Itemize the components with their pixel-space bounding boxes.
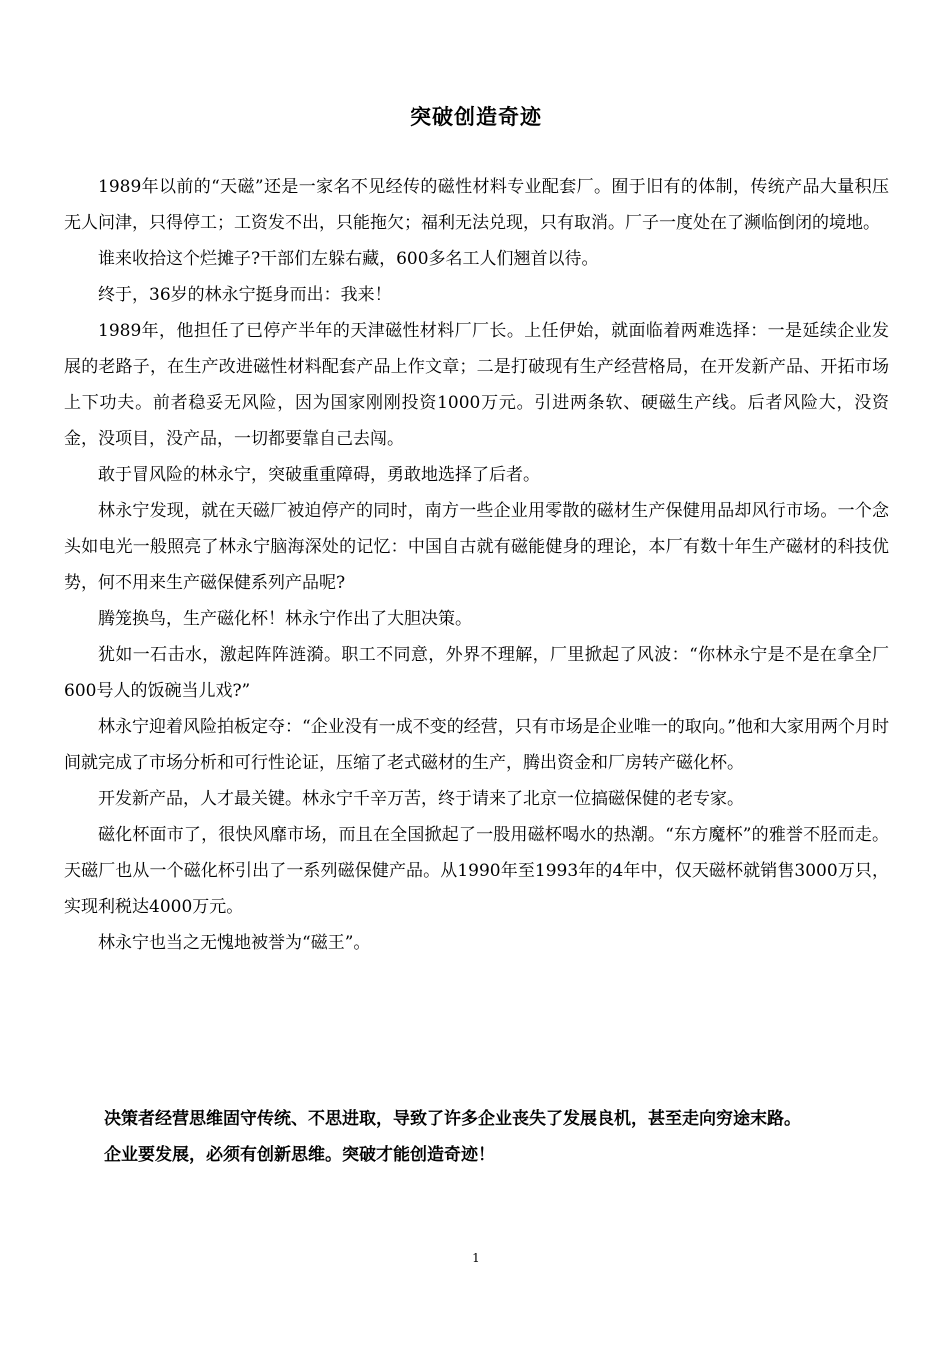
paragraph: 1989年，他担任了已停产半年的天津磁性材料厂厂长。上任伊始，就面临着两难选择：一是延续企业发展的老路子，在生产改进磁性材料配套产品上作文章；二是打破现有生产经营格局，在开发新产品、开拓市场上下功夫。前者稳妥无风险，因为国家刚刚投资1000万元。引进两条软、硬磁生产线。后者风险大，没资金，没项目，没产品，一切都要靠自己去闯。 bbox=[64, 321, 889, 449]
conclusion-block bbox=[104, 1101, 894, 1173]
paragraph: 开发新产品，人才最关键。林永宁千辛万苦，终于请来了北京一位搞磁保健的老专家。 bbox=[98, 789, 744, 809]
conclusion-line: 企业要发展，必须有创新思维。突破才能创造奇迹！ bbox=[104, 1145, 495, 1165]
paragraph: 腾笼换鸟，生产磁化杯！林永宁作出了大胆决策。 bbox=[98, 609, 472, 629]
paragraph: 1989年以前的“天磁”还是一家名不见经传的磁性材料专业配套厂。囿于旧有的体制，传统产品大量积压无人问津，只得停工；工资发不出，只能拖欠；福利无法兑现，只有取消。厂子一度处在了濒临倒闭的境地。 bbox=[64, 177, 889, 233]
page-number: 1 bbox=[472, 1251, 480, 1265]
page-title: 突破创造奇迹 bbox=[410, 104, 542, 129]
paragraph: 谁来收拾这个烂摊子?干部们左躲右藏，600多名工人们翘首以待。 bbox=[98, 249, 599, 269]
paragraph: 磁化杯面市了，很快风靡市场，而且在全国掀起了一股用磁杯喝水的热潮。“东方魔杯”的雅誉不胫而走。天磁厂也从一个磁化杯引出了一系列磁保健产品。从1990年至1993年的4年中，仅天磁杯就销售3000万只，实现利税达4000万元。 bbox=[64, 825, 889, 917]
body-text bbox=[64, 169, 889, 961]
conclusion-line: 决策者经营思维固守传统、不思进取，导致了许多企业丧失了发展良机，甚至走向穷途末路。 bbox=[104, 1109, 801, 1129]
paragraph: 林永宁也当之无愧地被誉为“磁王”。 bbox=[98, 933, 371, 953]
paragraph: 敢于冒风险的林永宁，突破重重障碍，勇敢地选择了后者。 bbox=[98, 465, 540, 485]
paragraph: 林永宁发现，就在天磁厂被迫停产的同时，南方一些企业用零散的磁材生产保健用品却风行市场。一个念头如电光一般照亮了林永宁脑海深处的记忆：中国自古就有磁能健身的理论，本厂有数十年生产磁材的科技优势，何不用来生产磁保健系列产品呢? bbox=[64, 501, 889, 593]
paragraph: 终于，36岁的林永宁挺身而出：我来！ bbox=[98, 285, 392, 305]
paragraph: 林永宁迎着风险拍板定夺：“企业没有一成不变的经营，只有市场是企业唯一的取向。”他和大家用两个月时间就完成了市场分析和可行性论证，压缩了老式磁材的生产，腾出资金和厂房转产磁化杯。 bbox=[64, 717, 889, 773]
paragraph: 犹如一石击水，激起阵阵涟漪。职工不同意，外界不理解，厂里掀起了风波：“你林永宁是不是在拿全厂600号人的饭碗当儿戏?” bbox=[64, 645, 889, 701]
